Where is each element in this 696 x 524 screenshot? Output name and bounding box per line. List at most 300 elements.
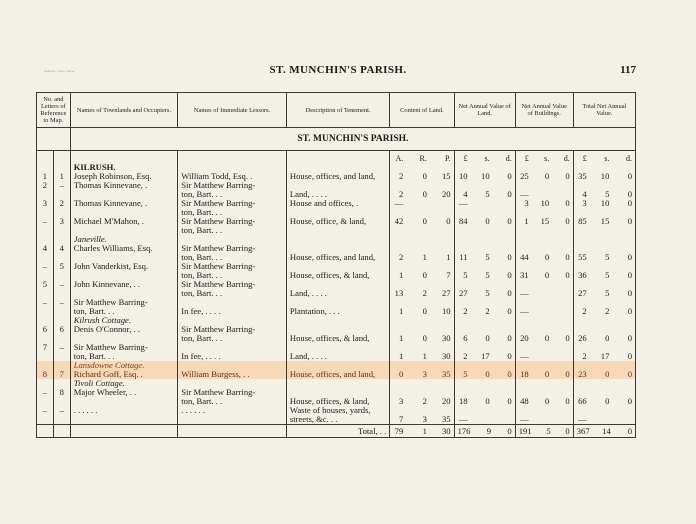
area-2: 0 (422, 172, 427, 181)
area-1: 2 (398, 190, 404, 199)
ref-letter (53, 190, 70, 199)
lessor-name: ton, Bart. . . (178, 271, 287, 280)
building-value-3 (560, 307, 570, 316)
total-value-3: 0 (627, 199, 632, 208)
ref-number: – (37, 388, 54, 397)
land-value-2 (480, 415, 490, 424)
total-value-3: 0 (627, 253, 632, 262)
total-value-1: 36 (578, 271, 587, 280)
total-land-pence: 0 (507, 425, 512, 436)
ref-number (37, 271, 54, 280)
occupier-name (70, 208, 178, 217)
area-3: 0 (446, 217, 451, 226)
ref-number (37, 379, 54, 388)
land-value-3: 0 (507, 289, 512, 298)
ref-number: – (37, 217, 54, 226)
total-value-2: 5 (605, 190, 610, 199)
land-value-3: 0 (507, 217, 512, 226)
land-value-2: 0 (485, 217, 490, 226)
lessor-name: Sir Matthew Barring- (178, 388, 287, 397)
area-3 (441, 199, 451, 208)
ref-number: 2 (37, 181, 54, 190)
land-value-3: 0 (507, 352, 512, 361)
ref-number: – (37, 406, 54, 415)
townland-heading: Lansdowne Cottage. (70, 361, 178, 370)
lessor-name: ton, Bart. . . (178, 208, 287, 217)
ref-letter (53, 352, 70, 361)
total-value-3: 0 (627, 352, 632, 361)
land-value-3: 0 (507, 397, 512, 406)
total-area-a: 79 (394, 425, 404, 436)
table-row (37, 271, 636, 280)
land-value-2: 0 (485, 370, 490, 379)
area-3: 30 (441, 352, 451, 361)
table-row (37, 352, 636, 361)
area-3: 35 (441, 415, 451, 424)
ref-number: 1 (37, 172, 54, 181)
area-3: 27 (441, 289, 451, 298)
ref-letter (53, 379, 70, 388)
lessor-name (178, 343, 287, 352)
total-value-3: 0 (627, 172, 632, 181)
total-value-2: 2 (605, 307, 610, 316)
ref-number: 3 (37, 199, 54, 208)
total-land-pounds: 176 (457, 425, 471, 436)
area-1: 2 (398, 253, 404, 262)
building-value-3 (560, 289, 570, 298)
occupier-name: Denis O'Connor, . . (70, 325, 178, 334)
building-value-3: 0 (565, 253, 570, 262)
townland-heading: Tivoli Cottage. (70, 379, 178, 388)
total-value-3: 0 (627, 289, 632, 298)
ref-letter (53, 226, 70, 235)
lessor-name: In fee, . . . . (178, 307, 287, 316)
ref-letter: 2 (53, 199, 70, 208)
building-value-2: 0 (544, 370, 550, 379)
area-3: 30 (441, 334, 451, 343)
building-value-1: — (520, 289, 529, 298)
total-value-2: 5 (605, 253, 610, 262)
building-value-2: 0 (544, 253, 550, 262)
building-value-1: — (520, 307, 529, 316)
land-value-2 (480, 199, 490, 208)
total-bldg-pence: 0 (565, 425, 570, 436)
land-value-2: 0 (485, 334, 490, 343)
tenement-description: House, offices, & land, (286, 397, 389, 406)
ref-number: 6 (37, 325, 54, 334)
total-value-1: 2 (582, 352, 587, 361)
table-row (37, 226, 636, 235)
ref-number: 4 (37, 244, 54, 253)
land-value-2: 5 (485, 190, 490, 199)
unit-pence: d. (505, 154, 512, 163)
building-value-2 (539, 307, 549, 316)
building-value-1: — (520, 352, 529, 361)
unit-pence: d. (563, 154, 570, 163)
ref-letter (53, 289, 70, 298)
unit-a: A. (395, 154, 404, 163)
land-value-2: 5 (485, 271, 490, 280)
land-value-3: 0 (507, 370, 512, 379)
running-title: ST. MUNCHIN'S PARISH. (269, 64, 407, 76)
unit-pound: £ (582, 154, 587, 163)
parish-heading-row (37, 128, 636, 151)
land-value-2: 0 (485, 397, 490, 406)
ref-number (37, 163, 54, 172)
land-value-2: 5 (485, 253, 490, 262)
col-total-value: Total Net Annual Value. (573, 93, 635, 128)
grand-total-pence: 0 (627, 425, 632, 436)
valuation-table (36, 92, 636, 438)
occupier-name: Michael M'Mahon, . (70, 217, 178, 226)
area-3: 20 (441, 397, 451, 406)
ref-number (37, 253, 54, 262)
col-lessors: Names of Immediate Lessors. (178, 93, 287, 128)
table-row (37, 406, 636, 415)
table-row (37, 325, 636, 334)
occupier-name (70, 415, 178, 425)
margin-scrawl: ~~~ ~~ ~~ (44, 68, 75, 76)
unit-shilling: s. (484, 154, 490, 163)
ref-number: 5 (37, 280, 54, 289)
ref-number (37, 415, 54, 425)
area-3: 15 (441, 172, 451, 181)
land-value-1: 27 (458, 289, 468, 298)
area-1: 1 (398, 271, 404, 280)
land-value-1: — (458, 415, 468, 424)
land-value-3: 0 (507, 334, 512, 343)
col-tenement: Description of Tenement. (286, 93, 389, 128)
lessor-name: Sir Matthew Barring- (178, 244, 287, 253)
unit-p: P. (444, 154, 451, 163)
ref-number (37, 235, 54, 244)
total-value-1: 55 (578, 253, 587, 262)
land-value-1: 10 (458, 172, 468, 181)
tenement-description (286, 235, 389, 244)
ref-letter: 6 (53, 325, 70, 334)
area-3: 35 (441, 370, 451, 379)
tenement-description (286, 280, 389, 289)
ref-letter (53, 334, 70, 343)
ref-number: 8 (37, 370, 54, 379)
ref-letter: – (53, 406, 70, 415)
land-value-2: 5 (485, 289, 490, 298)
area-1: 13 (394, 289, 404, 298)
lessor-name (178, 298, 287, 307)
area-2: 2 (422, 289, 427, 298)
ref-number (37, 289, 54, 298)
area-1: 0 (398, 370, 404, 379)
building-value-2: 15 (540, 217, 550, 226)
ref-letter (53, 397, 70, 406)
building-value-2 (539, 190, 549, 199)
area-3: 1 (446, 253, 451, 262)
lessor-name: Sir Matthew Barring- (178, 280, 287, 289)
area-1: 2 (398, 172, 404, 181)
unit-r: R. (419, 154, 427, 163)
ref-letter: 4 (53, 244, 70, 253)
land-value-1: 4 (463, 190, 468, 199)
area-1: 1 (398, 334, 404, 343)
land-value-2: 2 (485, 307, 490, 316)
col-land-value: Net Annual Value of Land. (454, 93, 515, 128)
townland-heading: Janeville. (70, 235, 178, 244)
total-value-3: 0 (627, 370, 632, 379)
land-value-1: — (458, 199, 468, 208)
building-value-3: 0 (565, 334, 570, 343)
ref-letter (53, 253, 70, 262)
lessor-name: ton, Bart. . . (178, 397, 287, 406)
building-value-1: 48 (520, 397, 529, 406)
table-row (37, 280, 636, 289)
area-3: 10 (441, 307, 451, 316)
occupier-name: Sir Matthew Barring- (70, 343, 178, 352)
ref-number (37, 226, 54, 235)
occupier-name: Thomas Kinnevane, . (70, 181, 178, 190)
building-value-1: — (520, 415, 529, 424)
occupier-name: ton, Bart. . . (70, 307, 178, 316)
tenement-description: House and offices, . (286, 199, 389, 208)
tenement-description (286, 244, 389, 253)
table-row (37, 370, 636, 379)
total-value-1: 35 (578, 172, 587, 181)
lessor-name (178, 379, 287, 388)
building-value-2: 0 (544, 172, 550, 181)
area-2: 0 (422, 190, 427, 199)
total-area-p: 30 (441, 425, 451, 436)
ref-number (37, 208, 54, 217)
total-value-3: 0 (627, 334, 632, 343)
land-value-1: 11 (459, 253, 468, 262)
total-value-3: 0 (627, 271, 632, 280)
land-value-3: 0 (507, 271, 512, 280)
lessor-name (178, 235, 287, 244)
ref-letter (53, 235, 70, 244)
tenement-description: House, offices, and land, (286, 253, 389, 262)
occupier-name (70, 334, 178, 343)
total-value-2: 0 (605, 370, 610, 379)
lessor-name: ton, Bart. . . (178, 253, 287, 262)
building-value-2 (539, 415, 549, 424)
occupier-name: Joseph Robinson, Esq. (70, 172, 178, 181)
ref-letter (53, 208, 70, 217)
building-value-1: 3 (524, 199, 529, 208)
lessor-name: In fee, . . . . (178, 352, 287, 361)
lessor-name: Sir Matthew Barring- (178, 217, 287, 226)
unit-shilling: s. (604, 154, 610, 163)
ref-letter: – (53, 343, 70, 352)
table-row (37, 289, 636, 298)
table-row (37, 262, 636, 271)
ref-number (37, 307, 54, 316)
table-row (37, 199, 636, 208)
lessor-name (178, 316, 287, 325)
ref-number (37, 316, 54, 325)
building-value-3: 0 (565, 199, 570, 208)
area-1: 42 (394, 217, 404, 226)
table-row (37, 415, 636, 425)
grand-total-shillings: 14 (602, 425, 611, 436)
ref-letter: – (53, 298, 70, 307)
area-3: 7 (446, 271, 451, 280)
land-value-3: 0 (507, 307, 512, 316)
ref-number: – (37, 262, 54, 271)
tenement-description (286, 163, 389, 172)
lessor-name: Sir Matthew Barring- (178, 199, 287, 208)
lessor-name: . . . . . . (178, 406, 287, 415)
land-value-1: 6 (463, 334, 468, 343)
ref-letter (53, 361, 70, 370)
building-value-2: 0 (544, 397, 550, 406)
total-value-2 (599, 415, 609, 424)
ref-letter (53, 163, 70, 172)
tenement-description (286, 226, 389, 235)
area-1: 1 (398, 307, 404, 316)
building-value-1: 25 (520, 172, 529, 181)
area-2: 0 (422, 307, 427, 316)
occupier-name (70, 190, 178, 199)
ref-letter: 1 (53, 172, 70, 181)
building-value-2: 0 (544, 271, 550, 280)
occupier-name: . . . . . . (70, 406, 178, 415)
occupier-name: John Kinnevane, . . (70, 280, 178, 289)
area-2: 2 (422, 397, 427, 406)
ref-letter: 8 (53, 388, 70, 397)
unit-pence: d. (626, 154, 632, 163)
table-row (37, 190, 636, 199)
land-value-1: 84 (458, 217, 468, 226)
ref-number (37, 397, 54, 406)
area-2: 0 (422, 334, 427, 343)
building-value-1: — (520, 190, 529, 199)
tenement-description (286, 343, 389, 352)
tenement-description: Land, . . . . (286, 190, 389, 199)
building-value-1: 31 (520, 271, 529, 280)
table-row (37, 343, 636, 352)
building-value-3: 0 (565, 172, 570, 181)
tenement-description (286, 298, 389, 307)
land-value-3: 0 (507, 190, 512, 199)
ref-number: – (37, 298, 54, 307)
land-value-3 (502, 199, 512, 208)
table-row (37, 253, 636, 262)
occupier-name: Major Wheeler, . . (70, 388, 178, 397)
area-1: 7 (398, 415, 404, 424)
tenement-description (286, 181, 389, 190)
lessor-name: William Burgess, . . (178, 370, 287, 379)
townland-heading: Kilrush Cottage. (70, 316, 178, 325)
occupier-name (70, 289, 178, 298)
unit-shilling: s. (544, 154, 550, 163)
building-value-2 (539, 352, 549, 361)
land-value-3: 0 (507, 253, 512, 262)
col-ref: No. and Letters of Reference to Map. (37, 93, 71, 128)
ref-letter (53, 415, 70, 425)
occupier-name: ton, Bart. . . (70, 352, 178, 361)
lessor-name: ton, Bart. . . (178, 190, 287, 199)
building-value-3: 0 (565, 397, 570, 406)
total-value-1: 27 (578, 289, 587, 298)
total-bldg-shillings: 5 (546, 425, 551, 436)
land-value-1: 5 (463, 271, 468, 280)
total-value-1: 2 (582, 307, 587, 316)
lessor-name: ton, Bart. . . (178, 334, 287, 343)
total-value-2: 17 (600, 352, 610, 361)
ref-letter (53, 271, 70, 280)
ref-letter: – (53, 280, 70, 289)
ref-letter: – (53, 181, 70, 190)
building-value-3 (560, 190, 570, 199)
total-value-3: 0 (627, 307, 632, 316)
area-2: 3 (422, 415, 427, 424)
building-value-2: 10 (540, 199, 550, 208)
lessor-name: ton, Bart. . . (178, 289, 287, 298)
area-1: — (394, 199, 404, 208)
ref-letter: 3 (53, 217, 70, 226)
total-value-2: 5 (605, 289, 610, 298)
lessor-name (178, 361, 287, 370)
total-value-1: 23 (578, 370, 587, 379)
tenement-description (286, 361, 389, 370)
building-value-2 (539, 289, 549, 298)
ref-letter (53, 316, 70, 325)
total-value-3: 0 (627, 397, 632, 406)
area-3: 20 (441, 190, 451, 199)
area-2: 1 (422, 253, 427, 262)
table-row (37, 244, 636, 253)
grand-total-pounds: 367 (576, 425, 590, 436)
total-value-1: 85 (578, 217, 587, 226)
tenement-description: House, office, & land, (286, 217, 389, 226)
ref-number (37, 190, 54, 199)
table-row (37, 172, 636, 181)
tenement-description: Plantation, . . . (286, 307, 389, 316)
townland-heading-row (37, 316, 636, 325)
area-2 (417, 199, 427, 208)
occupier-name (70, 271, 178, 280)
area-1: 1 (398, 352, 404, 361)
total-value-2: 10 (600, 172, 610, 181)
table-row (37, 388, 636, 397)
building-value-2: 0 (544, 334, 550, 343)
page-header (40, 64, 636, 80)
ref-letter: 7 (53, 370, 70, 379)
lessor-name: Sir Matthew Barring- (178, 262, 287, 271)
table-row (37, 181, 636, 190)
column-header-row (37, 93, 636, 128)
unit-pound: £ (463, 154, 468, 163)
area-2: 0 (422, 271, 427, 280)
tenement-description (286, 262, 389, 271)
land-value-1: 2 (463, 307, 468, 316)
area-2: 0 (422, 217, 427, 226)
occupier-name (70, 397, 178, 406)
total-value-2: 0 (605, 334, 610, 343)
lessor-name (178, 415, 287, 425)
total-value-2: 10 (600, 199, 610, 208)
ref-letter (53, 307, 70, 316)
tenement-description: Waste of houses, yards, (286, 406, 389, 415)
total-value-2: 5 (605, 271, 610, 280)
total-value-2: 0 (605, 397, 610, 406)
area-2: 1 (422, 352, 427, 361)
occupier-name: Charles Williams, Esq. (70, 244, 178, 253)
lessor-name: Sir Matthew Barring- (178, 181, 287, 190)
ref-letter: 5 (53, 262, 70, 271)
area-1: 3 (398, 397, 404, 406)
townland-heading: KILRUSH. (70, 163, 178, 172)
building-value-3 (560, 352, 570, 361)
